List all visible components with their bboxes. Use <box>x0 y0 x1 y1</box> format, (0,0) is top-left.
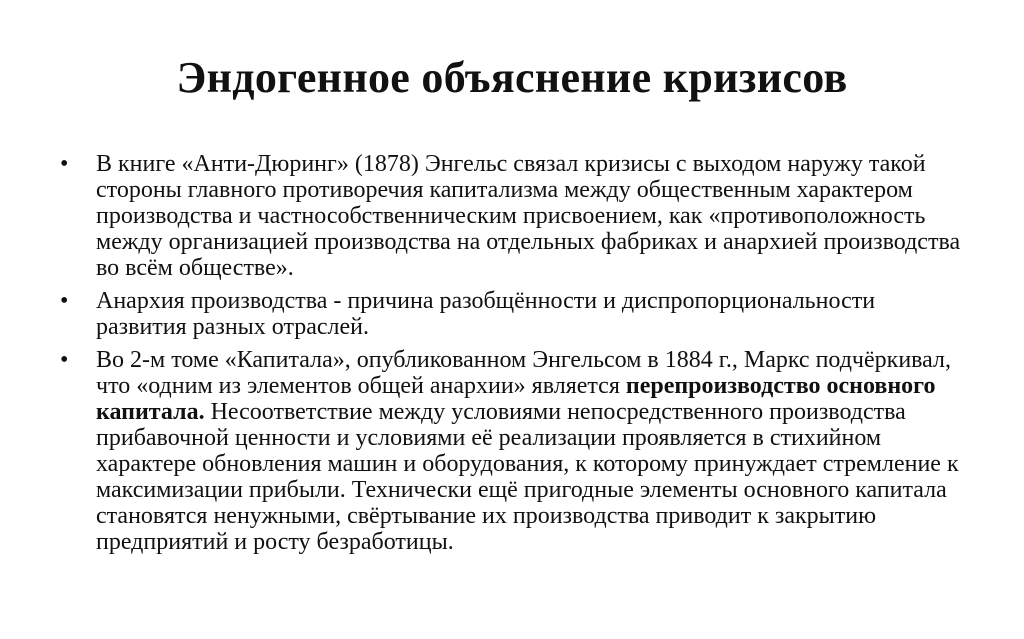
bullet-item <box>60 151 970 281</box>
bullet-icon: • <box>60 151 69 177</box>
bullet-item <box>60 288 970 340</box>
bullet-icon: • <box>60 347 69 373</box>
bullet-text: В книге «Анти-Дюринг» (1878) Энгельс связал кризисы с выходом наружу такой стороны главного противоречия капитализма между общественным характером производства и частнособственническим присвоением, как «противоположность между организацией производства на отдельных фабриках и анархией производства во всём обществе». <box>96 151 961 281</box>
bullet-item <box>60 347 970 555</box>
bullet-list <box>60 151 970 562</box>
slide-title: Эндогенное объяснение кризисов <box>176 53 848 102</box>
bullet-text-after: Несоответствие между условиями непосредственного производства прибавочной ценности и условиями её реализации проявляется в стихийном характере обновления машин и оборудования, к которому принуждает стремление к максимизации прибыли. Технически ещё пригодные элементы основного капитала становятся ненужными, свёртывание их производства приводит к закрытию предприятий и росту безработицы. <box>96 399 959 555</box>
bullet-text-before: Во 2-м томе «Капитала», опубликованном Энгельсом в 1884 г., Маркс подчёркивал, что «одним из элементов общей анархии» является <box>96 347 952 399</box>
bullet-text-bold: перепроизводство основного капитала. <box>96 373 936 425</box>
bullet-icon: • <box>60 288 69 314</box>
bullet-text: Анархия производства - причина разобщённости и диспропорциональности развития разных отраслей. <box>96 288 876 340</box>
